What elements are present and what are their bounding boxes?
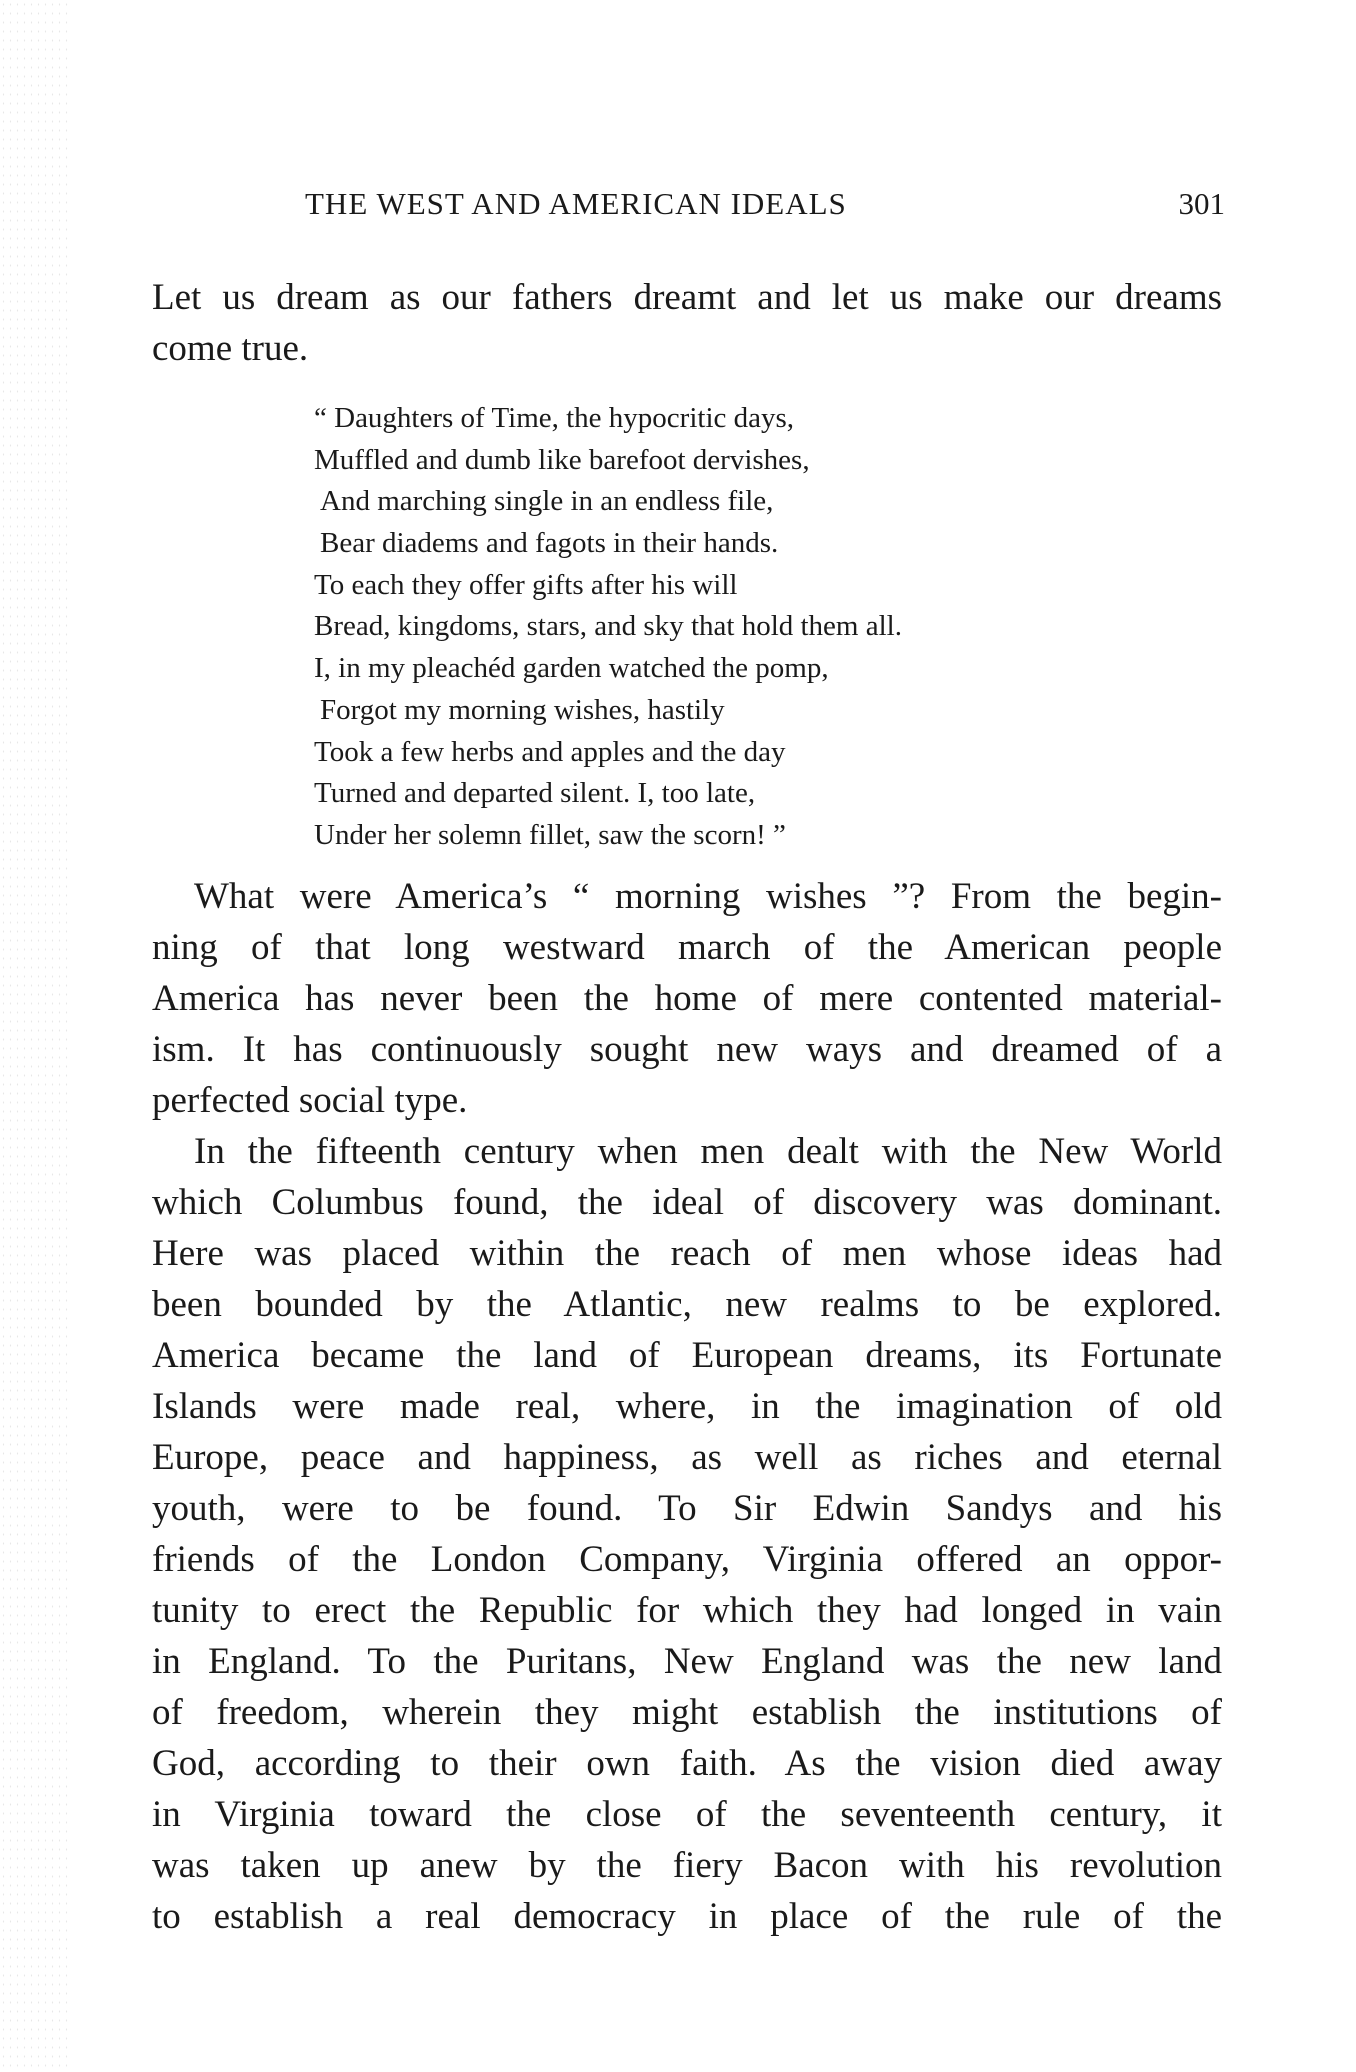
text-line: come true. <box>152 328 309 369</box>
poem-line: Forgot my morning wishes, hastily <box>320 693 725 726</box>
poem-quotation <box>314 398 1074 857</box>
poem-line: I, in my pleachéd garden watched the pomp, <box>314 652 829 685</box>
text-line: Here was placed within the reach of men whose ideas had <box>152 1233 1222 1274</box>
scan-edge-noise <box>0 0 70 2072</box>
poem-line: Muffled and dumb like barefoot dervishes, <box>314 443 810 476</box>
poem-line: Bread, kingdoms, stars, and sky that hold them all. <box>314 610 902 643</box>
text-line: tunity to erect the Republic for which they had longed in vain <box>152 1590 1222 1631</box>
text-line: Let us dream as our fathers dreamt and let us make our dreams <box>152 277 1222 318</box>
paragraph <box>152 871 1222 1126</box>
text-line: God, according to their own faith. As the vision died away <box>152 1743 1222 1784</box>
text-line: in Virginia toward the close of the seventeenth century, it <box>152 1794 1222 1835</box>
text-line: Islands were made real, where, in the imagination of old <box>152 1386 1222 1427</box>
poem-line: And marching single in an endless file, <box>320 485 774 518</box>
text-line: friends of the London Company, Virginia offered an oppor- <box>152 1539 1222 1580</box>
text-line: perfected social type. <box>152 1080 468 1121</box>
text-line: been bounded by the Atlantic, new realms to be explored. <box>152 1284 1222 1325</box>
text-line: ism. It has continuously sought new ways and dreamed of a <box>152 1029 1222 1070</box>
page-number: 301 <box>1178 186 1225 221</box>
text-line: was taken up anew by the fiery Bacon with his revolution <box>152 1845 1222 1886</box>
text-line: America has never been the home of mere contented material- <box>152 978 1222 1019</box>
paragraph <box>152 1126 1222 1942</box>
poem-line: Turned and departed silent. I, too late, <box>314 777 756 810</box>
text-line: What were America’s “ morning wishes ”? From the begin- <box>194 876 1222 917</box>
text-line: America became the land of European dreams, its Fortunate <box>152 1335 1222 1376</box>
opening-paragraph <box>152 272 1222 374</box>
text-line: of freedom, wherein they might establish the institutions of <box>152 1692 1222 1733</box>
text-line: In the fifteenth century when men dealt with the New World <box>194 1131 1222 1172</box>
body-paragraphs <box>152 871 1222 1942</box>
poem-line: To each they offer gifts after his will <box>314 568 738 601</box>
poem-line: Bear diadems and fagots in their hands. <box>320 527 779 560</box>
poem-line: Took a few herbs and apples and the day <box>314 735 786 768</box>
running-header <box>305 186 1225 230</box>
poem-line: “ Daughters of Time, the hypocritic days, <box>314 402 795 434</box>
text-line: Europe, peace and happiness, as well as riches and eternal <box>152 1437 1222 1478</box>
text-line: ning of that long westward march of the American people <box>152 927 1222 968</box>
text-line: youth, were to be found. To Sir Edwin Sandys and his <box>152 1488 1222 1529</box>
poem-line: Under her solemn fillet, saw the scorn! ” <box>314 818 786 851</box>
text-line: to establish a real democracy in place of the rule of the <box>152 1896 1222 1937</box>
running-title: THE WEST AND AMERICAN IDEALS <box>305 186 847 221</box>
text-line: which Columbus found, the ideal of discovery was dominant. <box>152 1182 1222 1223</box>
text-line: in England. To the Puritans, New England was the new land <box>152 1641 1222 1682</box>
